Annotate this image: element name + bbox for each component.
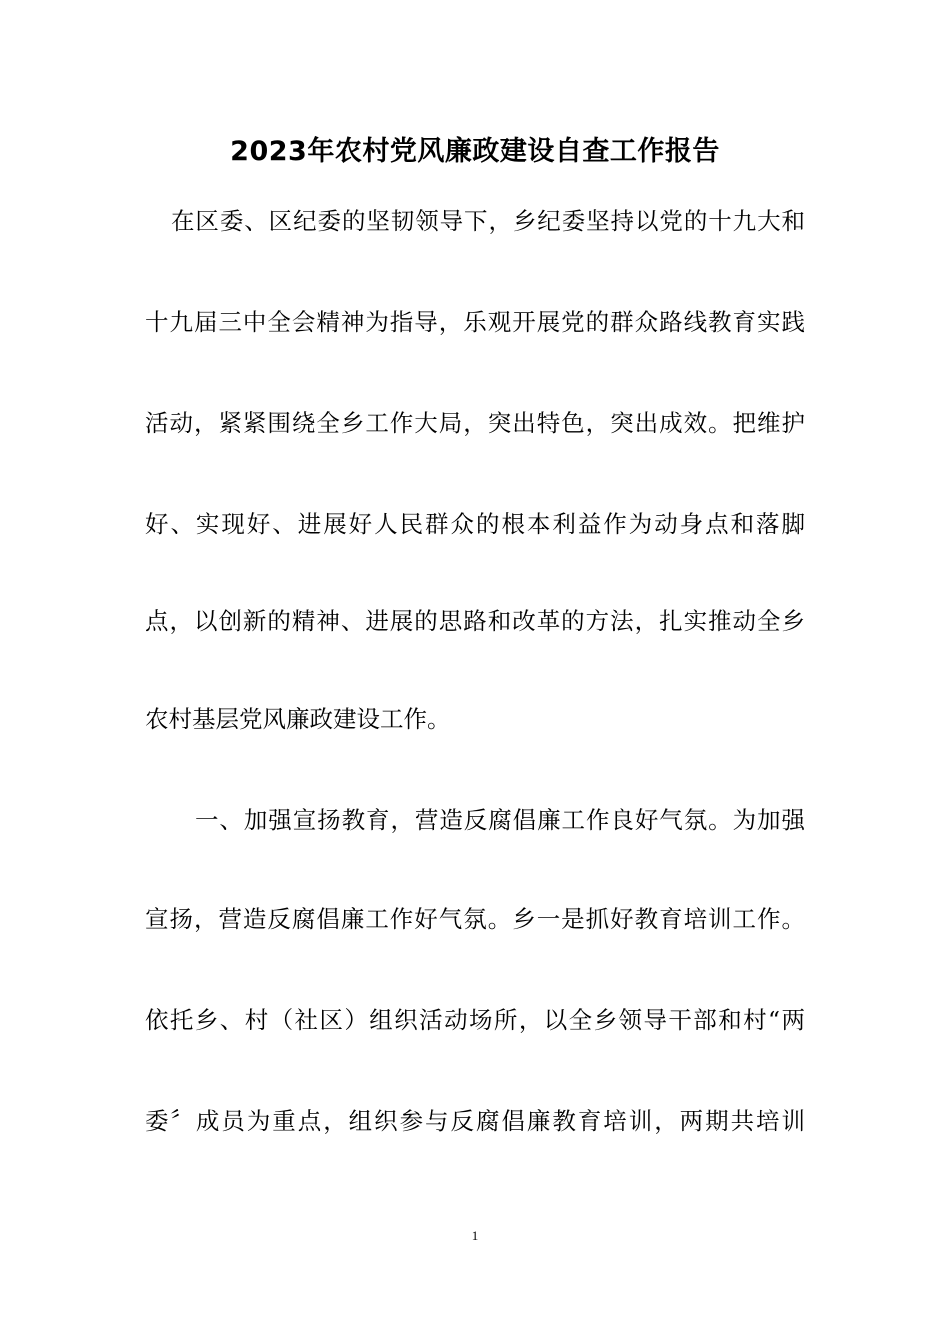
paragraph-line: 活动，紧紧围绕全乡工作大局，突出特色，突出成效。把维护 [145,409,805,437]
document-title: 2023年农村党风廉政建设自查工作报告 [230,136,720,167]
paragraph-line: 依托乡、村（社区）组织活动场所，以全乡领导干部和村“两 [145,1006,805,1034]
paragraph-line: 好、实现好、进展好人民群众的根本利益作为动身点和落脚 [145,510,805,538]
paragraph-line: 十九届三中全会精神为指导，乐观开展党的群众路线教育实践 [145,308,805,336]
paragraph-line: 一、加强宣扬教育，营造反腐倡廉工作良好气氛。为加强 [195,806,805,834]
paragraph-line: 委〞成员为重点，组织参与反腐倡廉教育培训，两期共培训 [145,1107,805,1135]
paragraph-line: 宣扬，营造反腐倡廉工作好气氛。乡一是抓好教育培训工作。 [145,905,805,933]
paragraph-line: 在区委、区纪委的坚韧领导下，乡纪委坚持以党的十九大和 [171,207,805,235]
paragraph-line: 点，以创新的精神、进展的思路和改革的方法，扎实推动全乡 [145,607,805,635]
paragraph-line: 农村基层党风廉政建设工作。 [145,705,451,733]
page-number: 1 [471,1228,479,1243]
